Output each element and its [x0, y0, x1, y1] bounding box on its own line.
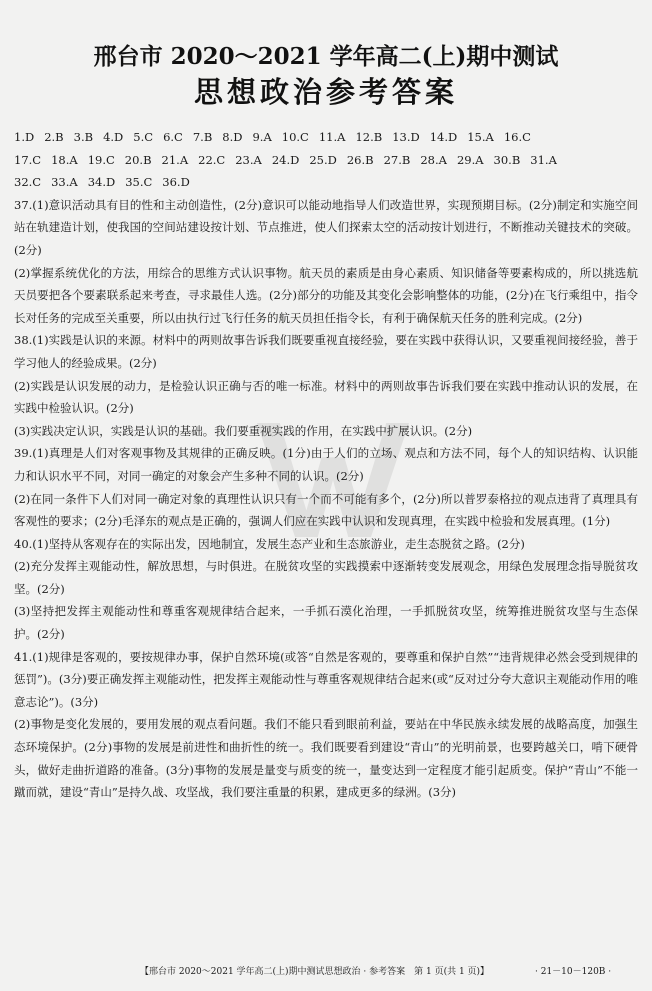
answer-39-part-2: (2)在同一条件下人们对同一确定对象的真理性认识只有一个而不可能有多个，(2分)所以普罗泰格拉的观点违背了真理具有客观性的要求；(2分)毛泽东的观点是正确的，强调人们应在实践中认识和发现真理，在实践中检验和发展真理。(1分) [14, 491, 638, 529]
answer-38-part-1: 38.(1)实践是认识的来源。材料中的两则故事告诉我们既要重视直接经验，要在实践中获得认识，又要重视间接经验，善于学习他人的经验成果。(2分) [14, 333, 638, 370]
answer-39-part-1: 39.(1)真理是人们对客观事物及其规律的正确反映。(1分)由于人们的立场、观点和方法不同，每个人的知识结构、认识能力和认识水平不同，对同一确定的对象会产生多种不同的认识。(2分) [14, 446, 638, 483]
answer-40-part-2: (2)充分发挥主观能动性，解放思想，与时俱进。在脱贫攻坚的实践摸索中逐渐转变发展观念，用绿色发展理念指导脱贫攻坚。(2分) [14, 559, 638, 596]
footer-code: · 21－10－120B · [535, 967, 612, 977]
footer-left-text: 【邢台市 2020～2021 学年高二(上)期中测试思想政治 · 参考答案 第 1 页(共 1 页)】 [140, 967, 490, 977]
answer-41-part-1: 41.(1)规律是客观的，要按规律办事，保护自然环境(或答“自然是客观的，要尊重和保护自然”“违背规律必然会受到规律的惩罚”)。(3分)要正确发挥主观能动性，把发挥主观能动性与尊重客观规律结合起来(或“反对过分夸大意识主观能动作用的唯意志论”)。(3分) [14, 649, 638, 709]
mc-answers-row-3: 32.C 33.A 34.D 35.C 36.D [14, 175, 190, 190]
answer-37-part-2: (2)掌握系统优化的方法，用综合的思维方式认识事物。航天员的素质是由身心素质、知识储备等要素构成的，所以挑选航天员要把各个要素联系起来考查，寻求最佳人选。(2分)部分的功能及其变化会影响整体的功能，(2分)在飞行乘组中，指令长对任务的完成至关重要，所以由执行过飞行任务的航天员担任指令长，有利于确保航天任务的胜利完成。(2分) [14, 265, 638, 325]
mc-answers-row-2: 17.C 18.A 19.C 20.B 21.A 22.C 23.A 24.D 25.D 26.B 27.B 28.A 29.A 30.B 31.A [14, 152, 557, 167]
answer-40-part-1: 40.(1)坚持从客观存在的实际出发，因地制宜，发展生态产业和生态旅游业，走生态脱贫之路。(2分) [14, 536, 525, 551]
answer-40-part-3: (3)坚持把发挥主观能动性和尊重客观规律结合起来，一手抓石漠化治理，一手抓脱贫攻坚，统筹推进脱贫攻坚与生态保护。(2分) [14, 604, 638, 642]
page-title: 邢台市 2020～2021 学年高二(上)期中测试 [93, 43, 559, 70]
answer-41-part-2: (2)事物是变化发展的，要用发展的观点看问题。我们不能只看到眼前利益，要站在中华民族永续发展的战略高度，加强生态环境保护。(2分)事物的发展是前进性和曲折性的统一。我们既要看到建设“青山”的光明前景，也要跨越关口，啃下硬骨头，做好走曲折道路的准备。(3分)事物的发展是量变与质变的统一，量变达到一定程度才能引起质变。保护“青山”不能一蹴而就，建设“青山”是持久战、攻坚战，我们要注重量的积累，建成更多的绿洲。(3分) [14, 717, 638, 800]
answer-38-part-2: (2)实践是认识发展的动力，是检验认识正确与否的唯一标准。材料中的两则故事告诉我们要在实践中推动认识的发展，在实践中检验认识。(2分) [14, 378, 638, 416]
answer-37-part-1: 37.(1)意识活动具有目的性和主动创造性，(2分)意识可以能动地指导人们改造世界，实现预期目标。(2分)制定和实施空间站在轨建造计划，使我国的空间站建设按计划、节点推进，使人们探索太空的活动按计划进行，不断推动关键技术的突破。(2分) [14, 197, 638, 257]
answer-body [14, 126, 638, 804]
mc-answers-row-1: 1.D 2.B 3.B 4.D 5.C 6.C 7.B 8.D 9.A 10.C 11.A 12.B 13.D 14.D 15.A 16.C [14, 130, 531, 144]
page-subtitle: 思想政治参考答案 [193, 75, 458, 109]
answer-38-part-3: (3)实践决定认识，实践是认识的基础。我们要重视实践的作用，在实践中扩展认识。(2分) [14, 423, 473, 438]
